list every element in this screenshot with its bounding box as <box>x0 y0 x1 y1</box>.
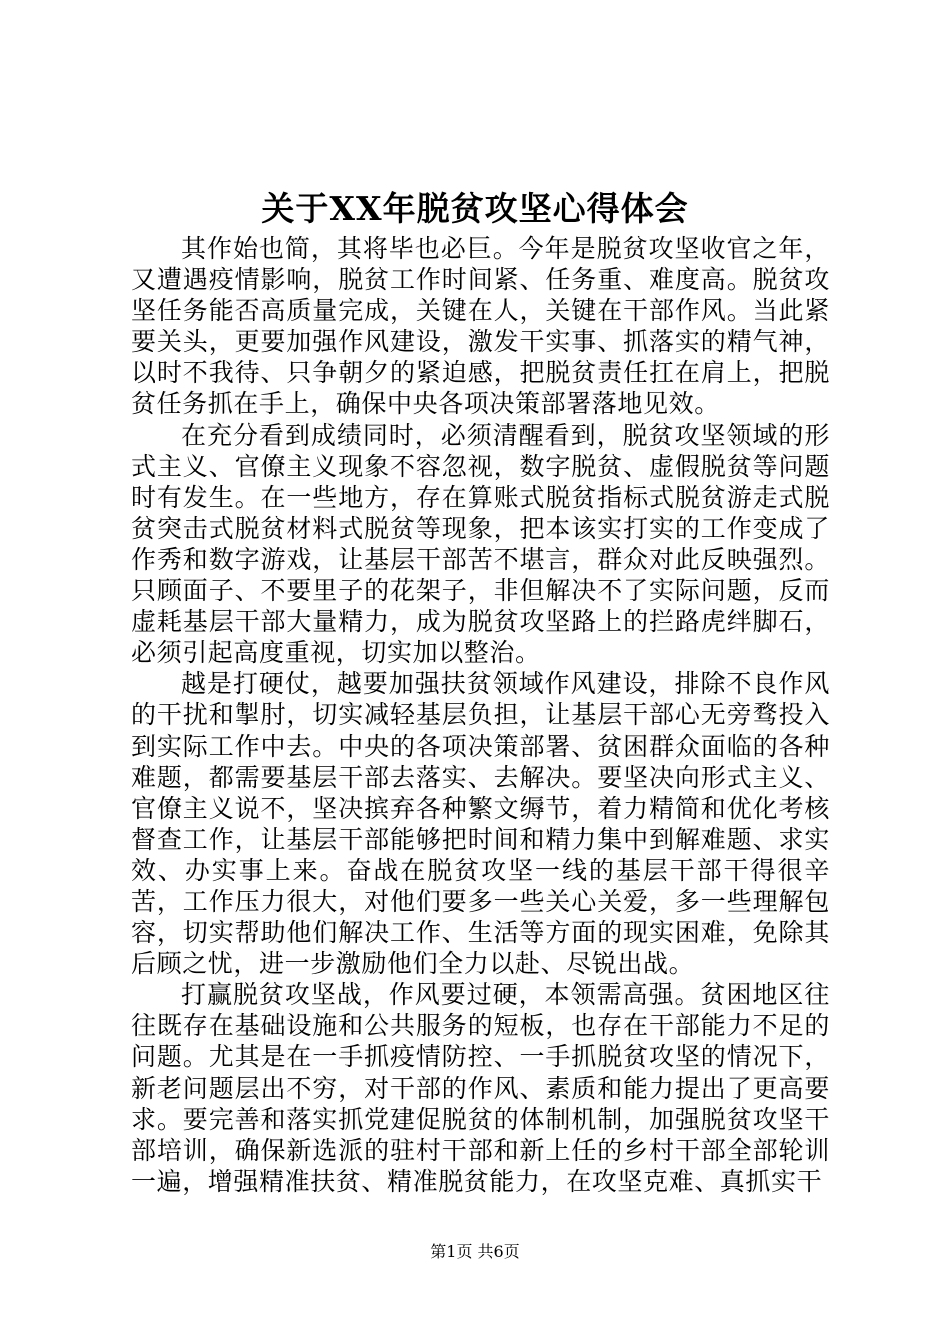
paragraph: 打赢脱贫攻坚战，作风要过硬，本领需高强。贫困地区往往既存在基础设施和公共服务的短板，也存在干部能力不足的问题。尤其是在一手抓疫情防控、一手抓脱贫攻坚的情况下，新老问题层出不穷，对干部的作风、素质和能力提出了更高要求。要完善和落实抓党建促脱贫的体制机制，加强脱贫攻坚干部培训，确保新选派的驻村干部和新上任的乡村干部全部轮训一遍，增强精准扶贫、精准脱贫能力，在攻坚克难、真抓实干 <box>131 980 830 1196</box>
paragraph: 在充分看到成绩同时，必须清醒看到，脱贫攻坚领域的形式主义、官僚主义现象不容忽视，数字脱贫、虚假脱贫等问题时有发生。在一些地方，存在算账式脱贫指标式脱贫游走式脱贫突击式脱贫材料式脱贫等现象，把本该实打实的工作变成了作秀和数字游戏，让基层干部苦不堪言，群众对此反映强烈。只顾面子、不要里子的花架子，非但解决不了实际问题，反而虚耗基层干部大量精力，成为脱贫攻坚路上的拦路虎绊脚石，必须引起高度重视，切实加以整治。 <box>131 420 830 668</box>
document-title: 关于XX年脱贫攻坚心得体会 <box>261 189 689 228</box>
document-body <box>131 233 830 1197</box>
page-number-footer: 第1页 共6页 <box>430 1242 520 1261</box>
paragraph: 其作始也简，其将毕也必巨。今年是脱贫攻坚收官之年，又遭遇疫情影响，脱贫工作时间紧、任务重、难度高。脱贫攻坚任务能否高质量完成，关键在人，关键在干部作风。当此紧要关头，更要加强作风建设，激发干实事、抓落实的精气神，以时不我待、只争朝夕的紧迫感，把脱贫责任扛在肩上，把脱贫任务抓在手上，确保中央各项决策部署落地见效。 <box>131 234 830 419</box>
paragraph: 越是打硬仗，越要加强扶贫领域作风建设，排除不良作风的干扰和掣肘，切实减轻基层负担，让基层干部心无旁骛投入到实际工作中去。中央的各项决策部署、贫困群众面临的各种难题，都需要基层干部去落实、去解决。要坚决向形式主义、官僚主义说不，坚决摈弃各种繁文缛节，着力精简和优化考核督查工作，让基层干部能够把时间和精力集中到解难题、求实效、办实事上来。奋战在脱贫攻坚一线的基层干部干得很辛苦，工作压力很大，对他们要多一些关心关爱，多一些理解包容，切实帮助他们解决工作、生活等方面的现实困难，免除其后顾之忧，进一步激励他们全力以赴、尽锐出战。 <box>131 669 830 979</box>
